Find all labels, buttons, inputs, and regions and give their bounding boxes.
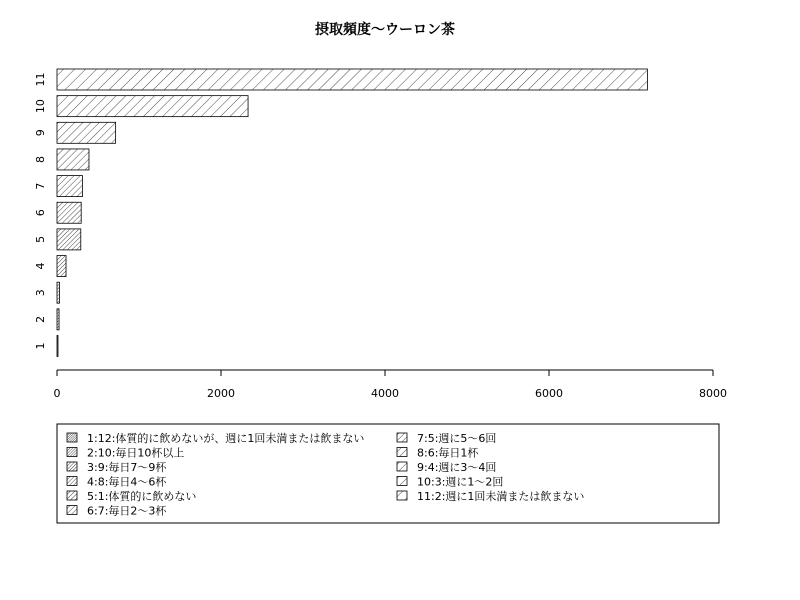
y-tick-label: 1: [33, 342, 47, 350]
legend-label: 8:6:毎日1杯: [417, 446, 479, 460]
legend-label: 6:7:毎日2〜3杯: [87, 504, 167, 518]
bar-9: [57, 122, 116, 143]
legend-swatch: [397, 462, 407, 471]
chart-title: 摂取頻度〜ウーロン茶: [315, 22, 455, 38]
legend-swatch: [397, 433, 407, 442]
legend-swatch: [67, 433, 77, 442]
x-tick-label: 6000: [535, 387, 563, 400]
legend-label: 9:4:週に3〜4回: [417, 460, 497, 474]
bar-4: [57, 256, 66, 277]
legend-swatch: [397, 491, 407, 500]
bar-2: [57, 309, 59, 330]
legend-label: 3:9:毎日7〜9杯: [87, 460, 167, 474]
legend-swatch: [67, 448, 77, 457]
legend-label: 2:10:毎日10杯以上: [87, 446, 185, 460]
x-tick-label: 2000: [207, 387, 235, 400]
bar-11: [57, 69, 647, 90]
legend-swatch: [67, 506, 77, 515]
legend-label: 10:3:週に1〜2回: [417, 475, 504, 489]
x-tick-label: 0: [53, 387, 61, 400]
bar-3: [57, 282, 59, 303]
x-tick-label: 4000: [371, 387, 399, 400]
y-tick-label: 7: [33, 182, 47, 190]
legend-label: 7:5:週に5〜6回: [417, 431, 497, 445]
y-tick-label: 10: [33, 99, 47, 114]
legend-label: 1:12:体質的に飲めないが、週に1回未満または飲まない: [87, 431, 365, 445]
y-tick-label: 2: [33, 315, 47, 323]
legend-swatch: [397, 477, 407, 486]
y-tick-label: 11: [33, 72, 47, 87]
y-tick-label: 8: [33, 155, 47, 163]
legend-label: 11:2:週に1回未満または飲まない: [417, 489, 585, 503]
bar-7: [57, 176, 82, 197]
x-tick-label: 8000: [699, 387, 727, 400]
legend-label: 5:1:体質的に飲めない: [87, 489, 197, 503]
bar-5: [57, 229, 81, 250]
bar-10: [57, 96, 248, 117]
y-tick-label: 5: [33, 235, 47, 243]
legend-swatch: [397, 448, 407, 457]
bar-6: [57, 202, 81, 223]
y-tick-label: 3: [33, 289, 47, 297]
y-tick-label: 9: [33, 129, 47, 137]
legend-swatch: [67, 462, 77, 471]
y-tick-label: 6: [33, 209, 47, 217]
legend-label: 4:8:毎日4〜6杯: [87, 475, 167, 489]
y-tick-label: 4: [33, 262, 47, 270]
bar-8: [57, 149, 89, 170]
legend-swatch: [67, 491, 77, 500]
bar-1: [57, 336, 58, 357]
legend-swatch: [67, 477, 77, 486]
